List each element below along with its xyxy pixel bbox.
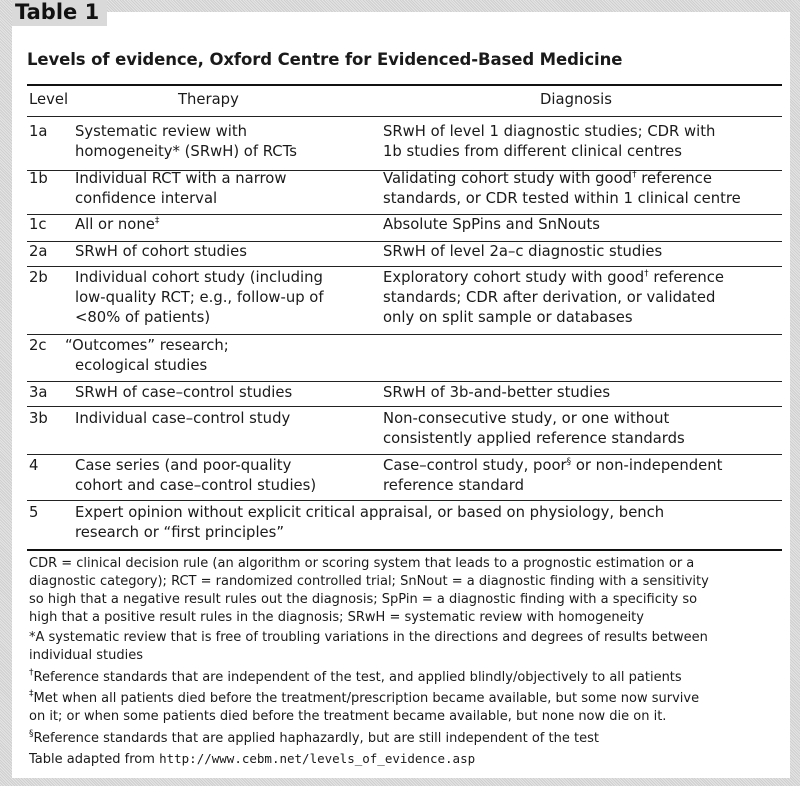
footnote-ddagger: ‡Met when all patients died before the treatment/prescription became available, but some now survive [29, 689, 700, 706]
header-level: Level [29, 91, 69, 108]
footnote-dagger: †Reference standards that are independent of the test, and applied blindly/objectively to all patients [29, 668, 682, 685]
table-panel [12, 0, 790, 778]
row-therapy: <80% of patients) [75, 309, 211, 326]
divider [27, 500, 782, 501]
row-level: 3a [29, 384, 48, 401]
row-diagnosis: Validating cohort study with good† reference [383, 170, 712, 187]
row-diagnosis: reference standard [383, 477, 524, 494]
row-therapy: “Outcomes” research; [65, 337, 229, 354]
row-level: 1a [29, 123, 48, 140]
row-level: 1c [29, 216, 47, 233]
row-therapy: confidence interval [75, 190, 218, 207]
row-level: 2b [29, 269, 48, 286]
row-therapy: homogeneity* (SRwH) of RCTs [75, 143, 297, 160]
divider [27, 381, 782, 382]
row-level: 3b [29, 410, 48, 427]
footnote-section: §Reference standards that are applied haphazardly, but are still independent of the test [29, 729, 599, 746]
footnote-abbrev: CDR = clinical decision rule (an algorithm or scoring system that leads to a prognostic estimation or a [29, 556, 695, 571]
row-diagnosis: Non-consecutive study, or one without [383, 410, 670, 427]
row-diagnosis: 1b studies from different clinical centres [383, 143, 682, 160]
row-diagnosis: standards, or CDR tested within 1 clinical centre [383, 190, 741, 207]
row-level: 5 [29, 504, 39, 521]
divider [27, 406, 782, 407]
row-diagnosis: Absolute SpPins and SnNouts [383, 216, 600, 233]
row-therapy: Individual RCT with a narrow [75, 170, 287, 187]
row-diagnosis: SRwH of level 1 diagnostic studies; CDR with [383, 123, 716, 140]
divider [27, 454, 782, 455]
footnote-star: individual studies [29, 648, 143, 663]
row-level: 4 [29, 457, 39, 474]
row-level: 2a [29, 243, 48, 260]
row-level: 2c [29, 337, 47, 354]
row-therapy: All or none‡ [75, 216, 160, 233]
footnote-star: *A systematic review that is free of troubling variations in the directions and degrees of results between [29, 630, 708, 645]
row-therapy: Expert opinion without explicit critical appraisal, or based on physiology, bench [75, 504, 665, 521]
row-diagnosis: Case–control study, poor§ or non-independent [383, 457, 723, 474]
row-therapy: Case series (and poor-quality [75, 457, 292, 474]
footnote-ddagger: on it; or when some patients died before the treatment became available, but none now die on it. [29, 709, 667, 724]
footnote-abbrev: diagnostic category); RCT = randomized controlled trial; SnNout = a diagnostic finding with a sensitivity [29, 574, 709, 589]
footnote-source: Table adapted from http://www.cebm.net/levels_of_evidence.asp [29, 751, 476, 767]
footnote-abbrev: high that a positive result rules in the diagnosis; SRwH = systematic review with homogeneity [29, 610, 644, 625]
source-link[interactable]: http://www.cebm.net/levels_of_evidence.asp [159, 751, 476, 766]
row-therapy: Individual case–control study [75, 410, 291, 427]
row-diagnosis: SRwH of 3b-and-better studies [383, 384, 611, 401]
row-therapy: Individual cohort study (including [75, 269, 323, 286]
row-therapy: ecological studies [75, 357, 208, 374]
row-therapy: low-quality RCT; e.g., follow-up of [75, 289, 324, 306]
divider [27, 266, 782, 267]
row-therapy: SRwH of case–control studies [75, 384, 293, 401]
row-diagnosis: standards; CDR after derivation, or validated [383, 289, 716, 306]
row-therapy: cohort and case–control studies) [75, 477, 317, 494]
table-title: Levels of evidence, Oxford Centre for Evidenced-Based Medicine [27, 50, 623, 69]
row-diagnosis: Exploratory cohort study with good† reference [383, 269, 725, 286]
row-therapy: research or “first principles” [75, 524, 285, 541]
divider [27, 334, 782, 335]
divider [27, 116, 782, 117]
divider [27, 549, 782, 551]
divider [27, 84, 782, 86]
row-diagnosis: consistently applied reference standards [383, 430, 685, 447]
header-therapy: Therapy [178, 91, 239, 108]
row-diagnosis: only on split sample or databases [383, 309, 633, 326]
footnote-abbrev: so high that a negative result rules out the diagnosis; SpPin = a diagnostic finding with a specificity so [29, 592, 698, 607]
table-label: Table 1 [12, 0, 107, 26]
header-diagnosis: Diagnosis [540, 91, 612, 108]
row-level: 1b [29, 170, 48, 187]
row-diagnosis: SRwH of level 2a–c diagnostic studies [383, 243, 663, 260]
row-therapy: Systematic review with [75, 123, 248, 140]
row-therapy: SRwH of cohort studies [75, 243, 247, 260]
